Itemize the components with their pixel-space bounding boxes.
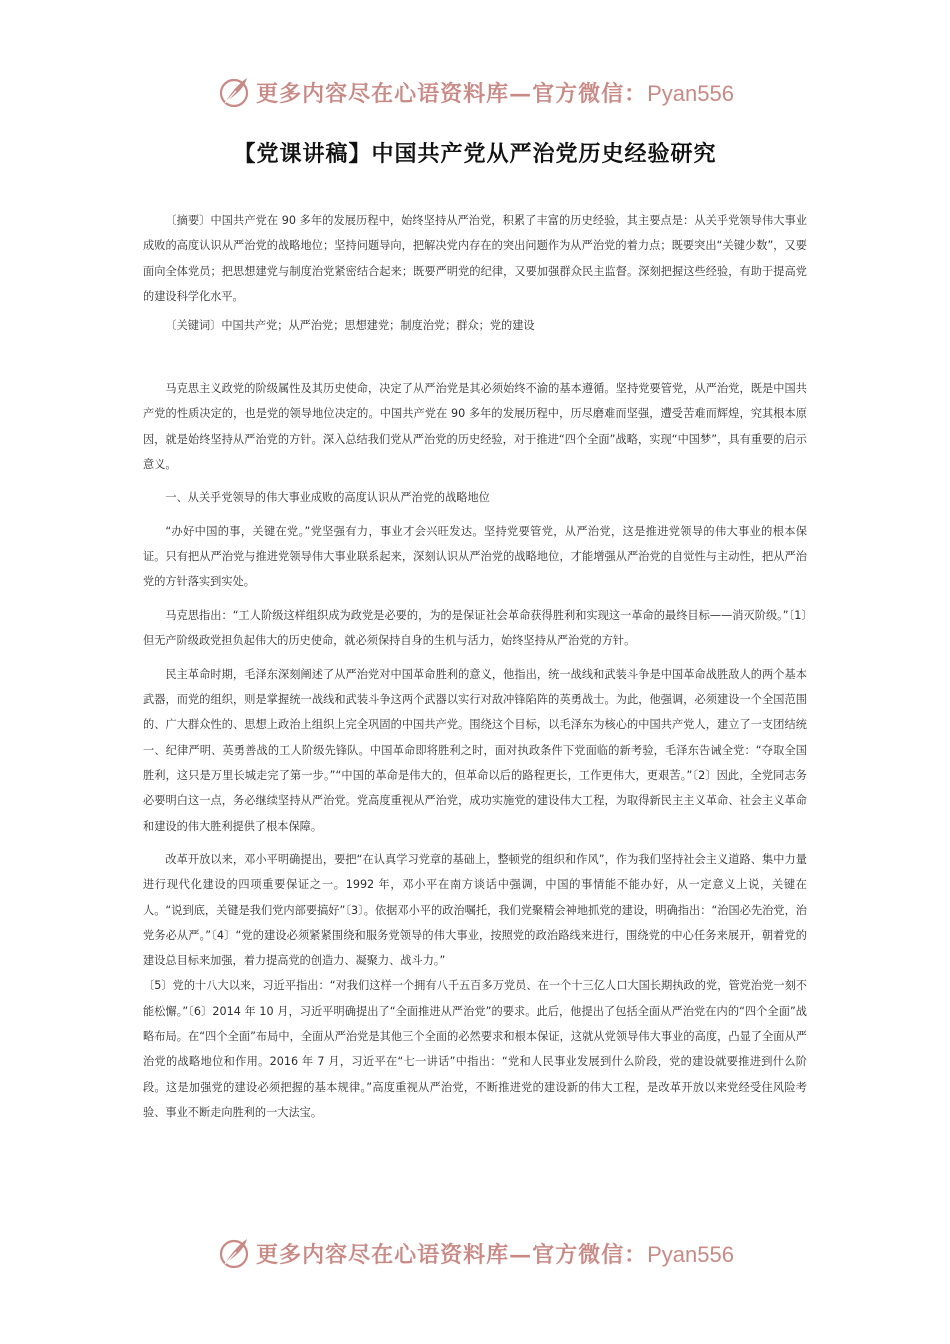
- body-paragraph: 〔5〕党的十八大以来，习近平指出：“对我们这样一个拥有八千五百多万党员、在一个十三亿人口大国长期执政的党，管党治党一刻不能松懈。”〔6〕2014 年 10 月，习近平明确提出了“全面推进从严治党”的要求。此后，他提出了包括全面从严治党在内的“四个全面”战略布局。在“四个全面”布局中，全面从严治党是其他三个全面的必然要求和根本保证，这就从党领导伟大事业的高度，凸显了全面从严治党的战略地位和作用。2016 年 7 月，习近平在“七一讲话”中指出：“党和人民事业发展到什么阶段，党的建设就要推进到什么阶段。这是加强党的建设必须把握的基本规律。”高度重视从严治党，不断推进党的建设新的伟大工程，是改革开放以来党经受住风险考验、事业不断走向胜利的一大法宝。: [143, 979, 807, 1119]
- body-paragraph: 改革开放以来，邓小平明确提出，要把“在认真学习党章的基础上，整顿党的组织和作风”，作为我们坚持社会主义道路、集中力量进行现代化建设的四项重要保证之一。1992 年，邓小平在南方谈话中强调，中国的事情能不能办好，从一定意义上说，关键在人。“说到底，关键是我们党内部要搞好”〔3〕。依据邓小平的政治嘱托，我们党聚精会神地抓党的建设，明确指出：“治国必先治党，治党务必从严。”〔4〕“党的建设必须紧紧围绕和服务党领导的伟大事业，按照党的政治路线来进行，围绕党的中心任务来展开，朝着党的建设总目标来加强，着力提高党的创造力、凝聚力、战斗力。”: [143, 852, 807, 968]
- feather-pen-icon: [216, 74, 252, 110]
- watermark-text: 更多内容尽在心语资料库—官方微信：Pyan556: [256, 1241, 734, 1268]
- abstract-paragraph: 〔摘要〕中国共产党在 90 多年的发展历程中，始终坚持从严治党，积累了丰富的历史经验，其主要点是：从关乎党领导伟大事业成败的高度认识从严治党的战略地位；坚持问题导向，把解决党内存在的突出问题作为从严治党的着力点；既要突出“关键少数”，又要面向全体党员；把思想建党与制度治党紧密结合起来；既要严明党的纪律，又要加强群众民主监督。深刻把握这些经验，有助于提高党的建设科学化水平。: [143, 214, 807, 303]
- watermark-banner-top: [0, 72, 950, 112]
- keywords-paragraph: 〔关键词〕中国共产党；从严治党；思想建党；制度治党；群众；党的建设: [165, 319, 535, 332]
- watermark-text: 更多内容尽在心语资料库—官方微信：Pyan556: [256, 80, 734, 107]
- section-heading: 一、从关乎党领导的伟大事业成败的高度认识从严治党的战略地位: [165, 491, 490, 505]
- wechat-id: Pyan556: [647, 80, 734, 106]
- wechat-id: Pyan556: [647, 1241, 734, 1267]
- abstract-section: [143, 208, 807, 309]
- keywords-section: [143, 313, 807, 338]
- body-paragraph: 马克思主义政党的阶级属性及其历史使命，决定了从严治党是其必须始终不渝的基本遵循。坚持党要管党，从严治党，既是中国共产党的性质决定的，也是党的领导地位决定的。中国共产党在 90 多年的发展历程中，历尽磨难而坚强，遭受苦难而辉煌，究其根本原因，就是始终坚持从严治党的方针。深入总结我们党从严治党的历史经验，对于推进“四个全面”战略，实现“中国梦”，具有重要的启示意义。: [143, 382, 807, 471]
- body-paragraph: 马克思指出：“工人阶级这样组织成为政党是必要的，为的是保证社会革命获得胜利和实现这一革命的最终目标——消灭阶级。”〔1〕但无产阶级政党担负起伟大的历史使命，就必须保持自身的生机与活力，始终坚持从严治党的方针。: [143, 608, 807, 648]
- body-section: [143, 376, 807, 1133]
- document-title: 【党课讲稿】中国共产党从严治党历史经验研究: [233, 142, 717, 167]
- body-paragraph: “办好中国的事，关键在党。”党坚强有力，事业才会兴旺发达。坚持党要管党，从严治党，这是推进党领导的伟大事业的根本保证。只有把从严治党与推进党领导伟大事业联系起来，深刻认识从严治党的战略地位，才能增强从严治党的自觉性与主动性，把从严治党的方针落实到实处。: [143, 524, 807, 589]
- watermark-banner-bottom: [0, 1233, 950, 1273]
- body-paragraph: 民主革命时期，毛泽东深刻阐述了从严治党对中国革命胜利的意义，他指出，统一战线和武装斗争是中国革命战胜敌人的两个基本武器，而党的组织，则是掌握统一战线和武装斗争这两个武器以实行对敌冲锋陷阵的英勇战士。为此，他强调，必须建设一个全国范围的、广大群众性的、思想上政治上组织上完全巩固的中国共产党。围绕这个目标，以毛泽东为核心的中国共产党人，建立了一支团结统一、纪律严明、英勇善战的工人阶级先锋队。中国革命即将胜利之时，面对执政条件下党面临的新考验，毛泽东告诫全党：“夺取全国胜利，这只是万里长城走完了第一步。”“中国的革命是伟大的，但革命以后的路程更长，工作更伟大，更艰苦。”〔2〕因此，全党同志务必要明白这一点，务必继续坚持从严治党。党高度重视从严治党，成功实施党的建设伟大工程，为取得新民主主义革命、社会主义革命和建设的伟大胜利提供了根本保障。: [143, 667, 807, 833]
- feather-pen-icon: [216, 1235, 252, 1271]
